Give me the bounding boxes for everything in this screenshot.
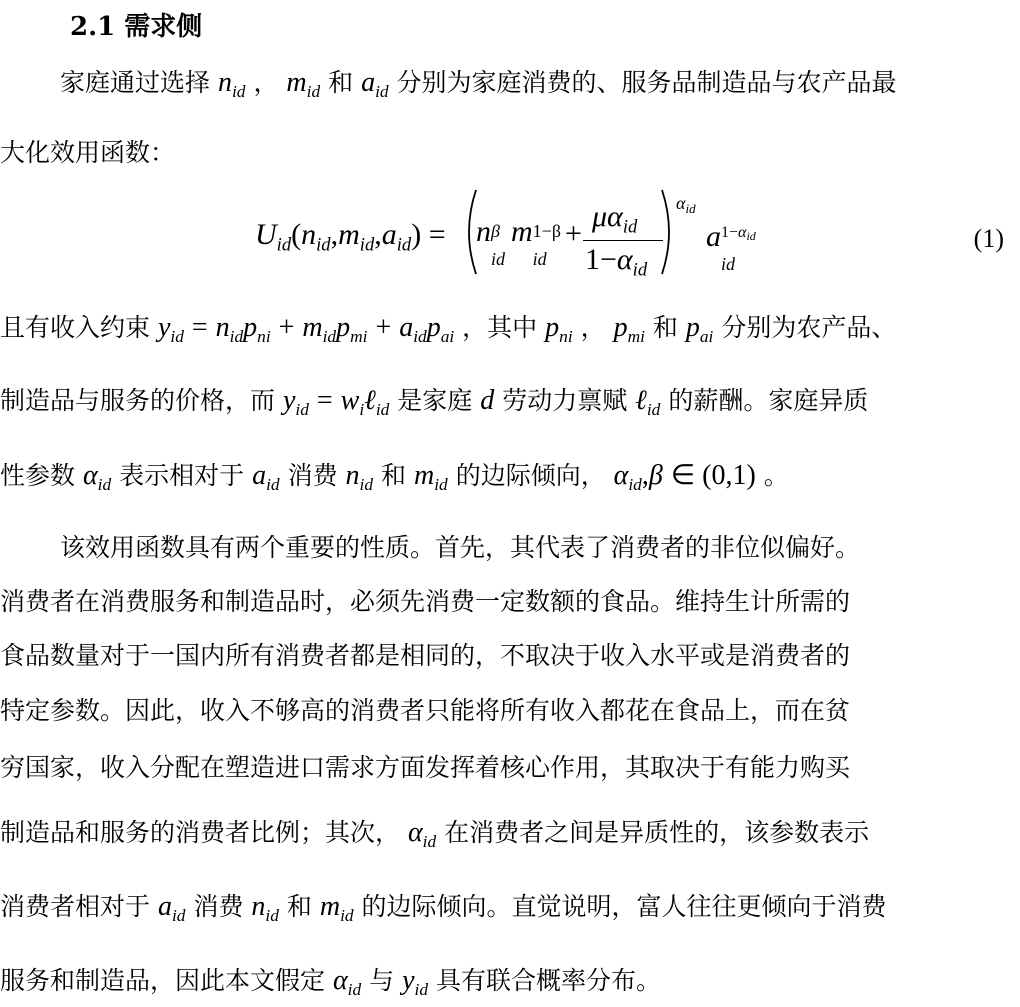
paragraph-3-line-3: 食品数量对于一国内所有消费者都是相同的，不取决于收入水平或是消费者的 xyxy=(0,641,851,670)
text-span: 家庭通过选择 xyxy=(60,68,211,97)
fraction-denominator: $1-\alpha_{id}$ xyxy=(585,243,648,281)
math-y-id: $y_{id}$ xyxy=(157,312,184,347)
text-span: 分别为家庭消费的、服务品制造品与农产品最 xyxy=(396,68,897,97)
paragraph-3-line-4: 特定参数。因此，收入不够高的消费者只能将所有收入都花在食品上，而在贫 xyxy=(0,696,851,725)
plus-sign: + xyxy=(565,217,582,250)
equation-term-a: a 1−αid id xyxy=(706,220,756,274)
right-parenthesis xyxy=(658,188,678,276)
math-m-id: $m_{id}$ xyxy=(286,67,321,102)
paragraph-2-line-3: 性参数 $\alpha_{id}$ 表示相对于 $a_{id}$ 消费 $n_{id}$ 和 $m_{id}$ 的边际倾向， $\alpha_{id},\beta$ ∈ (0,1) 。 xyxy=(0,460,789,495)
paragraph-2-line-1: 且有收入约束 $y_{id} = n_{id}p_{ni} + m_{id}p_{mi} + a_{id}p_{ai}$ ，其中 $p_{ni}$ ， $p_{mi}$ 和 $p_{ai}$ 分别为农产品、 xyxy=(0,312,897,347)
text-span: 和 xyxy=(328,68,354,97)
fraction-bar xyxy=(583,240,663,241)
fraction-numerator: $\mu\alpha_{id}$ xyxy=(592,200,638,238)
math-a-id: $a_{id}$ xyxy=(361,67,389,102)
paragraph-3-line-2: 消费者在消费服务和制造品时，必须先消费一定数额的食品。维持生计所需的 xyxy=(0,587,851,616)
paragraph-3-line-7: 消费者相对于 $a_{id}$ 消费 $n_{id}$ 和 $m_{id}$ 的边际倾向。直觉说明，富人往往更倾向于消费 xyxy=(0,891,887,926)
paragraph-3-line-8: 服务和制造品，因此本文假定 $\alpha_{id}$ 与 $y_{id}$ 具有联合概率分布。 xyxy=(0,965,662,1000)
section-heading: 2.1 需求侧 xyxy=(70,12,203,42)
math-n-id: $n_{id}$ xyxy=(217,67,246,102)
equation-lhs: $U_{id}(n_{id},m_{id},a_{id})$ = xyxy=(255,218,446,256)
paragraph-1-line-1 xyxy=(60,66,1020,109)
paragraph-3-line-1: 该效用函数具有两个重要的性质。首先，其代表了消费者的非位似偏好。 xyxy=(60,533,861,562)
exponent-alpha-id: $\alpha_{id}$ xyxy=(676,193,696,216)
paragraph-3-line-5: 穷国家，收入分配在塑造进口需求方面发挥着核心作用，其取决于有能力购买 xyxy=(0,753,851,782)
equation-term-1: n β id m 1−β id xyxy=(476,215,561,269)
paragraph-1-line-2: 大化效用函数： xyxy=(0,138,176,167)
paragraph-3-line-6: 制造品和服务的消费者比例；其次， $\alpha_{id}$ 在消费者之间是异质性的，该参数表示 xyxy=(0,817,870,852)
equation-number: (1) xyxy=(973,224,1004,253)
paragraph-2-line-2: 制造品与服务的价格，而 $y_{id}$ = $w_i\ell_{id}$ 是家庭 d 劳动力禀赋 ℓ$_{id}$ 的薪酬。家庭异质 xyxy=(0,385,869,420)
text-span: ， xyxy=(253,68,279,97)
